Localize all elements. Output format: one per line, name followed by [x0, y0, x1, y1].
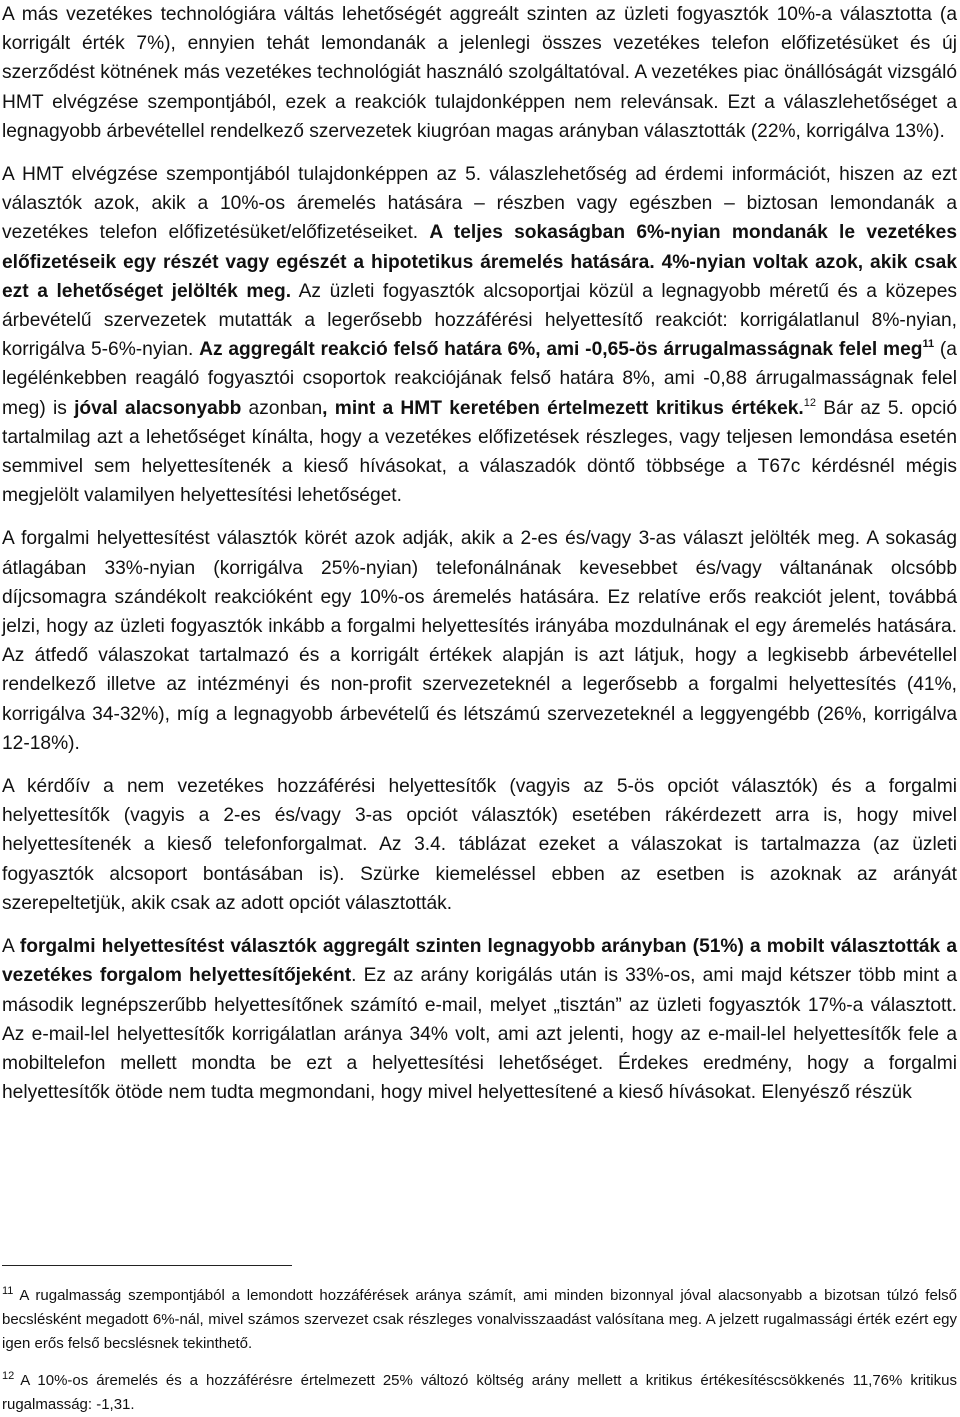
footnote-separator	[2, 1265, 292, 1266]
paragraph	[2, 524, 957, 758]
paragraph	[2, 772, 957, 918]
footnote-reference: 12	[803, 396, 816, 409]
document-body	[2, 0, 957, 1107]
text-run: Bár az 5. opció tartalmilag azt a lehetőséget kínálta, hogy a vezetékes előfizetések részleges, vagy teljesen lemondása esetén semmivel sem helyettesítenék a kieső hívásokat, a válaszadók döntő többsége a T67c kérdésnél mégis megjelölt valamilyen helyettesítési lehetőséget.	[2, 397, 957, 507]
text-run: A HMT elvégzése szempontjából tulajdonképpen az 5. válaszlehetőség ad érdemi információt, hiszen az ezt választók azok, akik a 10%-os áremelés hatására – részben vagy egészben – biztosan lemondanák a vezetékes telefon előfizetésüket/előfizetéseiket.	[2, 164, 957, 244]
text-run: A forgalmi helyettesítést választók körét azok adják, akik a 2-es és/vagy 3-as választ jelölték meg. A sokaság átlagában 33%-nyian (korrigálva 25%-nyian) telefonálnának kevesebbet és/vagy váltanának olcsóbb díjcsomagra szándékolt reakcióként egy 10%-os áremelés hatására. Ez relatíve erős reakciót jelent, továbbá jelzi, hogy az üzleti fogyasztók inkább a forgalmi helyettesítés irányába mozdulnának el egy áremelés hatására. Az átfedő válaszokat tartalmazó és a korrigált értékek alapján is azt látjuk, hogy a legkisebb árbevétellel rendelkező illetve az intézményi és non-profit szervezeteknél a legerősebb a forgalmi helyettesítés (41%, korrigálva 34-32%), míg a legnagyobb árbevételű és létszámú szervezeteknél a leggyengébb (26%, korrigálva 12-18%).	[2, 528, 957, 754]
footnote-11	[2, 1284, 957, 1357]
bold-text: jóval alacsonyabb	[74, 397, 242, 419]
bold-text: forgalmi helyettesítést választók aggregált szinten legnagyobb arányban (51%) a mobilt választották a vezetékes forgalom helyettesítőjeként	[2, 936, 957, 987]
text-run: . Ez az arány korigálás után is 33%-os, ami majd kétszer több mint a második legnépszerűbb helyettesítőnek számító e-mail, melyet „tisztán” az üzleti fogyasztók 17%-a választott. Az e-mail-lel helyettesítők korrigálatlan aránya 34% volt, ami azt jelenti, hogy az e-mail-lel helyettesítők fele a mobiltelefon mellett mondta be ezt a helyettesítési lehetőséget. Érdekes eredmény, hogy a forgalmi helyettesítők ötöde nem tudta megmondani, hogy mivel helyettesítené a kieső hívásokat. Elenyésző részük	[2, 965, 957, 1104]
text-run: azonban	[241, 397, 323, 419]
bold-text: A teljes sokaságban 6%-nyian mondanák le vezetékes előfizetéseik egy részét vagy egészét a hipotetikus áremelés hatására. 4%-nyian voltak azok, akik csak ezt a lehetőséget jelölték meg.	[2, 222, 957, 302]
footnotes	[2, 1284, 957, 1417]
paragraph	[2, 160, 957, 510]
text-run: A	[2, 936, 20, 958]
text-run: A kérdőív a nem vezetékes hozzáférési helyettesítők (vagyis az 5-ös opciót választók) és a forgalmi helyettesítők (vagyis a 2-es és/vagy 3-as opciót választók) esetében rákérdezett arra is, hogy mivel helyettesítenék a kieső telefonforgalmat. Az 3.4. táblázat ezeket a válaszokat is tartalmazza (az üzleti fogyasztók alcsoport bontásában is). Szürke kiemeléssel ebben az esetben is azoknak az arányát szerepeltetjük, akik csak az adott opciót választották.	[2, 776, 957, 914]
paragraph	[2, 932, 957, 1107]
footnote-reference: 11	[922, 338, 935, 351]
bold-text: , mint a HMT keretében értelmezett kritikus értékek.	[322, 397, 804, 419]
footnote-mark: 12	[2, 1369, 15, 1382]
footnote-text: A 10%-os áremelés és a hozzáférésre értelmezett 25% változó költség arány mellett a kritikus értékesítéscsökkenés 11,76% kritikus rugalmasság: -1,31.	[2, 1371, 957, 1413]
footnote-mark: 11	[2, 1285, 14, 1297]
text-run: A más vezetékes technológiára váltás lehetőségét aggreált szinten az üzleti fogyasztók 10%-a választotta (a korrigált érték 7%), ennyien tehát lemondanák a jelenlegi összes vezetékes telefon előfizetésüket és új szerződést kötnének más vezetékes technológiát használó szolgáltatóval. A vezetékes piac önállóságát vizsgáló HMT elvégzése szempontjából, ezek a reakciók tulajdonképpen nem relevánsak. Ezt a válaszlehetőséget a legnagyobb árbevétellel rendelkező szervezetek kiugróan magas arányban választották (22%, korrigálva 13%).	[2, 4, 957, 142]
text-run: Az üzleti fogyasztók alcsoportjai közül a legnagyobb méretű és a közepes árbevételű szervezetek mutatták a legerősebb hozzáférési helyettesítő reakciót: korrigálatlanul 8%-nyian, korrigálva 5-6%-nyian.	[2, 280, 957, 361]
bold-text: Az aggregált reakció felső határa 6%, ami -0,65-ös árrugalmasságnak felel meg	[199, 339, 923, 361]
footnote-text: A rugalmasság szempontjából a lemondott hozzáférések aránya számít, ami minden bizonnyal jóval alacsonyabb a bizotsan túlzó felső becslésként megadott 6%-nál, mivel számos szervezet csak részleges vonalvisszaadást valósítana meg. A jelzett rugalmassági érték ezért egy igen erős felső becslésnek tekinthető.	[2, 1287, 957, 1353]
footnote-12	[2, 1369, 957, 1417]
text-run: (a legélénkebben reagáló fogyasztói csoportok reakciójának felső határa 8%, ami -0,88 árrugalmasságnak felel meg) is	[2, 339, 957, 419]
paragraph	[2, 0, 957, 146]
